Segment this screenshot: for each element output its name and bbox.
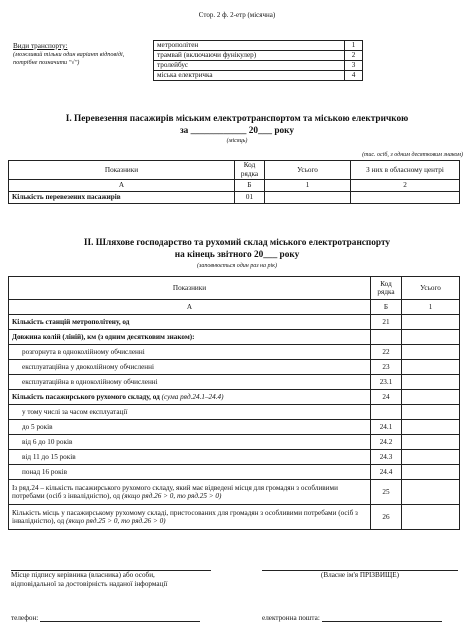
transport-num: 3: [345, 61, 363, 71]
date-suffix: року: [274, 126, 295, 136]
table-row: [9, 420, 460, 435]
row-code: 24.4: [371, 465, 402, 480]
table-row: [9, 465, 460, 480]
letter-row: [9, 300, 460, 315]
row-code: [371, 405, 402, 420]
row-label-note: (якщо ряд.25 > 0, то ряд.26 > 0): [66, 517, 166, 525]
transport-type-table: [153, 40, 363, 81]
regional-input[interactable]: [351, 192, 460, 204]
email-field[interactable]: [322, 613, 442, 622]
table-row: [9, 375, 460, 390]
transport-name: метрополітен: [154, 41, 345, 51]
transport-note: (можливий тільки один варіант відповіді, потрібне позначити "√"): [13, 51, 125, 66]
letter-cell: 1: [265, 180, 351, 192]
row-code: 24.2: [371, 435, 402, 450]
header-row: [9, 161, 460, 180]
transport-caption: [13, 42, 141, 67]
unit-note: (тис. осіб, з одним десятковим знаком): [362, 152, 463, 158]
section1-title: I. Перевезення пасажирів міським електротранспортом та міською електричкою: [65, 114, 409, 124]
table-row: [9, 330, 460, 345]
total-input[interactable]: [265, 192, 351, 204]
section2-note: (заповнюється один раз на рік): [196, 263, 277, 269]
page-label: Стор. 2 ф. 2-етр (місячна): [198, 11, 276, 19]
letter-cell: 2: [351, 180, 460, 192]
section2-title: [0, 237, 474, 261]
email-label: електронна пошта:: [262, 614, 320, 622]
letter-row: [9, 180, 460, 192]
col-header: Показники: [9, 277, 371, 300]
table-row: [9, 450, 460, 465]
row-code: 24: [371, 390, 402, 405]
row-label: [9, 505, 371, 530]
letter-cell: А: [9, 300, 371, 315]
transport-name: трамвай (включаючи фунікулер): [154, 51, 345, 61]
row-code: [371, 330, 402, 345]
signer-block: [11, 570, 211, 589]
row-label: експлуатаційна у двоколійному обчисленні: [9, 360, 371, 375]
row-label: [9, 480, 371, 505]
col-header: Код рядка: [235, 161, 265, 180]
date-prefix: за: [179, 126, 189, 136]
letter-cell: А: [9, 180, 235, 192]
table-row: [9, 315, 460, 330]
value-input[interactable]: [402, 420, 460, 435]
row-code: 01: [235, 192, 265, 204]
transport-title: Види транспорту:: [13, 42, 68, 50]
value-input[interactable]: [402, 315, 460, 330]
phone-row: [11, 613, 200, 622]
transport-num: 4: [345, 71, 363, 81]
letter-cell: Б: [371, 300, 402, 315]
month-label: (місяць): [226, 138, 248, 144]
row-label: до 5 років: [9, 420, 371, 435]
header-row: [9, 277, 460, 300]
transport-name: міська електричка: [154, 71, 345, 81]
value-input[interactable]: [402, 465, 460, 480]
table-row: [9, 360, 460, 375]
transport-name: тролейбус: [154, 61, 345, 71]
transport-row[interactable]: [154, 71, 363, 81]
table-row: [9, 480, 460, 505]
section2-table: [8, 276, 460, 530]
name-block: [262, 570, 458, 579]
row-code: 23: [371, 360, 402, 375]
row-label: Кількість станцій метрополітену, од: [9, 315, 371, 330]
col-header: Усього: [402, 277, 460, 300]
row-label: понад 16 років: [9, 465, 371, 480]
table-row: [9, 505, 460, 530]
section2-title-line2: на кінець звітного 20___ року: [174, 250, 300, 260]
value-input[interactable]: [402, 480, 460, 505]
row-label-text: Кількість пасажирського рухомого складу, од: [12, 392, 160, 401]
row-code: 24.3: [371, 450, 402, 465]
letter-cell: Б: [235, 180, 265, 192]
month-blank[interactable]: ____________: [190, 126, 247, 136]
value-input: [402, 330, 460, 345]
table-row: [9, 345, 460, 360]
section1-table: [8, 160, 460, 204]
value-input[interactable]: [402, 450, 460, 465]
value-input[interactable]: [402, 360, 460, 375]
year-blank[interactable]: 20___: [248, 126, 273, 136]
row-label: експлуатаційна в одноколійному обчисленні: [9, 375, 371, 390]
phone-field[interactable]: [40, 613, 200, 622]
row-code: 24.1: [371, 420, 402, 435]
value-input[interactable]: [402, 375, 460, 390]
value-input: [402, 405, 460, 420]
row-code: 26: [371, 505, 402, 530]
row-label: від 11 до 15 років: [9, 450, 371, 465]
signer-line1: Місце підпису керівника (власника) або особи,: [11, 571, 155, 579]
row-label: від 6 до 10 років: [9, 435, 371, 450]
row-label: розгорнута в одноколійному обчисленні: [9, 345, 371, 360]
table-row: [9, 390, 460, 405]
table-row: [9, 405, 460, 420]
email-row: [262, 613, 442, 622]
col-header: Код рядка: [371, 277, 402, 300]
row-label: у тому числі за часом експлуатації: [9, 405, 371, 420]
value-input[interactable]: [402, 505, 460, 530]
transport-row[interactable]: [154, 61, 363, 71]
row-label: Довжина колій (ліній), км (з одним десятковим знаком):: [9, 330, 371, 345]
transport-num: 1: [345, 41, 363, 51]
row-label: Кількість перевезених пасажирів: [9, 192, 235, 204]
transport-row[interactable]: [154, 51, 363, 61]
table-row: [9, 192, 460, 204]
table-row: [9, 435, 460, 450]
row-label-note: (якщо ряд.26 > 0, то ряд.25 > 0): [121, 492, 222, 500]
value-input[interactable]: [402, 435, 460, 450]
signer-line2: відповідальної за достовірність наданої інформації: [11, 580, 168, 588]
row-label: [9, 390, 371, 405]
row-code: 25: [371, 480, 402, 505]
section2-title-line1: II. Шляхове господарство та рухомий склад міського електротранспорту: [83, 238, 391, 248]
row-code: 23.1: [371, 375, 402, 390]
transport-row[interactable]: [154, 41, 363, 51]
phone-label: телефон:: [11, 614, 39, 622]
row-code: 21: [371, 315, 402, 330]
letter-cell: 1: [402, 300, 460, 315]
section1-date-line: [0, 126, 474, 136]
row-label-text: Кількість місць у пасажирському рухомому складі, пристосованих для громадян з особливими потребами (осіб з інвалідністю), од: [12, 508, 358, 525]
col-header: З них в обласному центрі: [351, 161, 460, 180]
value-input[interactable]: [402, 390, 460, 405]
name-label: (Власне ім'я ПРІЗВИЩЕ): [320, 571, 400, 579]
col-header: Усього: [265, 161, 351, 180]
value-input[interactable]: [402, 345, 460, 360]
col-header: Показники: [9, 161, 235, 180]
row-label-text: Із ряд.24 – кількість пасажирського рухомого складу, який має відведені місця для громадян з особливими потребами (осіб з інвалідністю), од: [12, 483, 338, 500]
row-code: 22: [371, 345, 402, 360]
row-label-note: (сума ряд.24.1–24.4): [161, 392, 224, 401]
transport-num: 2: [345, 51, 363, 61]
